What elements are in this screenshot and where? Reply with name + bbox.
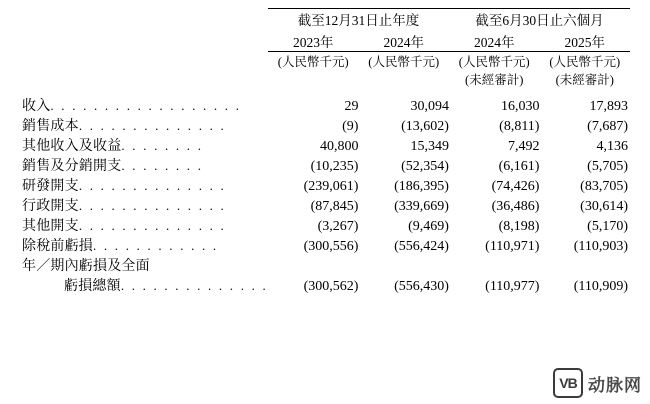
row-value: 4,136	[596, 139, 628, 154]
row-value: (556,430)	[394, 279, 449, 294]
row-value: (110,977)	[485, 279, 540, 294]
row-value: 40,800	[319, 139, 359, 154]
row-value: 17,893	[589, 99, 628, 114]
row-value: (74,426)	[491, 179, 540, 194]
row-value: (8,198)	[498, 219, 540, 234]
row-value: (110,909)	[573, 279, 628, 294]
table-row	[22, 215, 630, 235]
table-row	[22, 195, 630, 215]
financial-table	[22, 8, 630, 295]
row-value: (10,235)	[310, 159, 359, 174]
table-row	[22, 155, 630, 175]
row-label-selling-distribution: 銷售及分銷開支. . . . . . . .	[22, 158, 204, 174]
header-spacer-2	[22, 31, 268, 52]
watermark-badge-icon: VB	[553, 368, 583, 398]
unaudited-note-2	[358, 70, 449, 88]
table-row	[22, 235, 630, 255]
row-value: (9)	[342, 119, 359, 134]
row-value: (36,486)	[491, 199, 540, 214]
row-label-loss-before-tax: 除稅前虧損. . . . . . . . . . . .	[22, 238, 219, 254]
header-spacer	[22, 9, 268, 32]
header-spacer-4	[22, 70, 268, 88]
column-group-interim: 截至6月30日止六個月	[449, 9, 630, 32]
row-value: (7,687)	[587, 119, 628, 134]
row-value: (186,395)	[394, 179, 449, 194]
row-value: (5,705)	[587, 159, 628, 174]
row-label-other-expenses: 其他開支. . . . . . . . . . . . . .	[22, 218, 226, 234]
header-body-gap	[22, 88, 630, 95]
year-header-2024-annual: 2024年	[358, 31, 449, 52]
row-value: (239,061)	[303, 179, 359, 194]
table-row	[22, 135, 630, 155]
unit-header-3: (人民幣千元)	[458, 55, 530, 69]
row-value: (5,170)	[587, 219, 628, 234]
row-value: (87,845)	[310, 199, 359, 214]
row-value: (8,811)	[499, 119, 540, 134]
row-label-cost-of-sales: 銷售成本. . . . . . . . . . . . . .	[22, 118, 226, 134]
year-header-2025-interim: 2025年	[539, 31, 630, 52]
table-row	[22, 175, 630, 195]
table-row	[22, 115, 630, 135]
row-value: 16,030	[500, 99, 540, 114]
row-value	[358, 255, 449, 275]
unaudited-note-1	[268, 70, 359, 88]
row-label-total-loss-line1: 年／期內虧損及全面	[22, 259, 150, 274]
column-group-annual: 截至12月31日止年度	[268, 9, 449, 32]
row-label-admin-expenses: 行政開支. . . . . . . . . . . . . .	[22, 198, 226, 214]
unit-header-row	[22, 52, 630, 71]
row-value: (30,614)	[580, 199, 628, 214]
unaudited-note-4: (未經審計)	[555, 73, 614, 87]
table-row	[22, 95, 630, 115]
row-value: (13,602)	[401, 119, 449, 134]
watermark-text: 动脉网	[588, 375, 642, 395]
year-header-2024-interim: 2024年	[449, 31, 540, 52]
row-label-revenue: 收入. . . . . . . . . . . . . . . . . .	[22, 98, 242, 114]
watermark-logo	[553, 368, 642, 398]
row-value: 29	[344, 99, 359, 114]
year-header-row	[22, 31, 630, 52]
row-value: (6,161)	[498, 159, 540, 174]
table-row	[22, 275, 630, 295]
row-value: (52,354)	[401, 159, 449, 174]
unaudited-header-row	[22, 70, 630, 88]
row-value: (110,903)	[573, 239, 628, 254]
table-row	[22, 255, 630, 275]
unaudited-note-3: (未經審計)	[465, 73, 524, 87]
row-value: 30,094	[410, 99, 449, 114]
row-label-rd-expenses: 研發開支. . . . . . . . . . . . . .	[22, 178, 226, 194]
row-label-other-income: 其他收入及收益. . . . . . . .	[22, 138, 204, 154]
unit-header-2: (人民幣千元)	[368, 55, 440, 69]
unit-header-1: (人民幣千元)	[277, 55, 349, 69]
row-value: (110,971)	[485, 239, 540, 254]
row-value: (300,556)	[303, 239, 359, 254]
row-label-total-loss: 虧損總額. . . . . . . . . . . . . .	[64, 278, 268, 294]
column-group-header-row	[22, 9, 630, 32]
financial-table-body	[22, 95, 630, 295]
year-header-2023: 2023年	[268, 31, 359, 52]
row-value	[539, 255, 630, 275]
unit-header-4: (人民幣千元)	[549, 55, 621, 69]
row-value: (300,562)	[303, 279, 359, 294]
row-value: (83,705)	[580, 179, 628, 194]
row-value	[449, 255, 540, 275]
row-value: (556,424)	[394, 239, 449, 254]
row-value: 15,349	[410, 139, 449, 154]
row-value: (9,469)	[408, 219, 449, 234]
row-value	[268, 255, 359, 275]
row-value: 7,492	[507, 139, 540, 154]
header-spacer-3	[22, 52, 268, 71]
row-value: (339,669)	[394, 199, 449, 214]
row-value: (3,267)	[317, 219, 359, 234]
